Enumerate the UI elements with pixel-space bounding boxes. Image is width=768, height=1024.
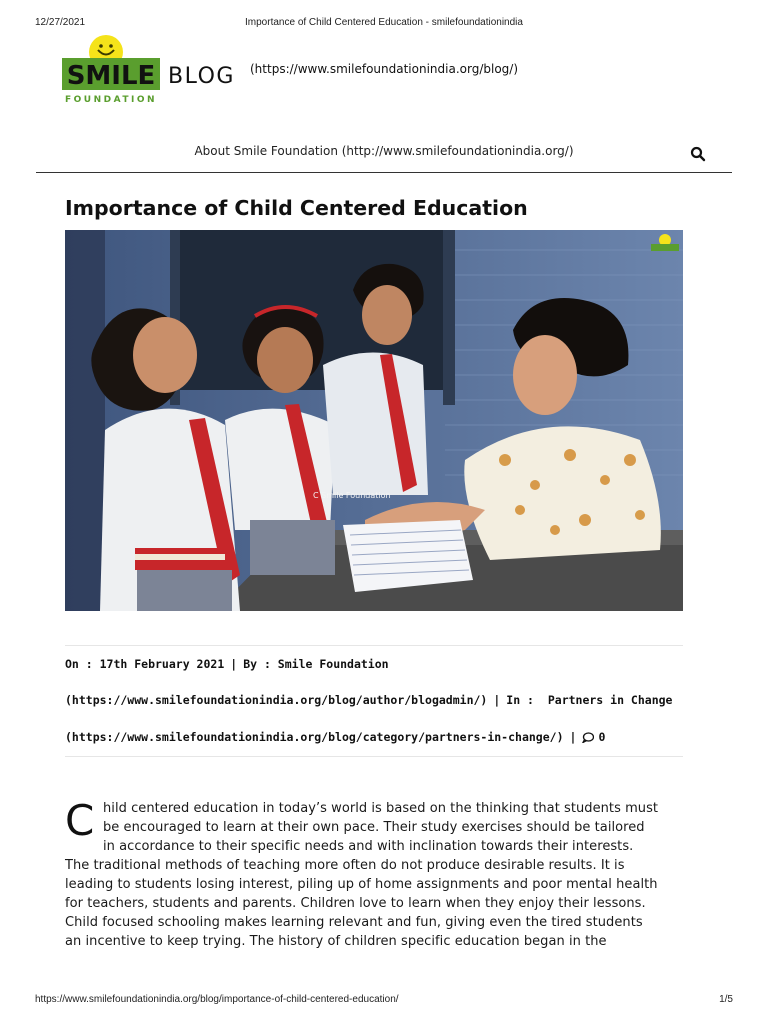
article-line: leading to students losing interest, piling up of home assignments and poor mental health [65, 877, 658, 892]
article-line: hild centered education in today’s world is based on the thinking that students must [103, 801, 659, 816]
comment-count[interactable]: 0 [598, 730, 606, 744]
article-line: for teachers, students and parents. Children love to learn when they enjoy their lessons. [65, 896, 646, 911]
post-meta-line-3: (https://www.smilefoundationindia.org/blog/category/partners-in-change/) | 0 [65, 730, 606, 744]
article-line: Child focused schooling makes learning relevant and fun, giving even the tired students [65, 915, 643, 930]
article-line: an incentive to keep trying. The history of children specific education began in the [65, 934, 607, 949]
print-date: 12/27/2021 [35, 17, 86, 28]
category-url-link[interactable]: (https://www.smilefoundationindia.org/blog/category/partners-in-change/) [65, 730, 564, 744]
print-page-title: Importance of Child Centered Education - smilefoundationindia [245, 17, 523, 28]
smile-foundation-logo[interactable] [60, 34, 240, 106]
print-header [0, 17, 768, 31]
smile-logo-icon [60, 34, 240, 106]
meta-divider-bottom [65, 756, 683, 757]
main-nav [36, 138, 732, 173]
photo-watermark: C Smile Foundation [313, 491, 391, 500]
post-title: Importance of Child Centered Education [65, 196, 528, 220]
logo-foundation-text: FOUNDATION [64, 95, 158, 105]
comment-icon[interactable] [582, 732, 594, 746]
author-url-link[interactable]: (https://www.smilefoundationindia.org/blog/author/blogadmin/) [65, 693, 488, 707]
category-link[interactable]: Partners in Change [547, 693, 673, 707]
search-icon[interactable] [690, 146, 706, 162]
blog-url-link[interactable]: (https://www.smilefoundationindia.org/blog/) [250, 62, 518, 76]
about-smile-foundation-link[interactable]: About Smile Foundation (http://www.smilefoundationindia.org/) [194, 144, 574, 158]
post-meta-line-2: (https://www.smilefoundationindia.org/blog/author/blogadmin/) | In : Partners in Change [65, 693, 673, 707]
drop-cap: C [65, 796, 95, 845]
article-line: be encouraged to learn at their own pace. Their study exercises should be tailored [103, 820, 645, 835]
logo-blog-text: BLOG [168, 64, 235, 89]
logo-smile-text: SMILE [66, 61, 156, 91]
article-line: in accordance to their specific needs and with inclination towards their interests. [103, 839, 634, 854]
category-label: In : [506, 693, 534, 707]
author-link[interactable]: By : Smile Foundation [243, 657, 389, 671]
print-footer-url: https://www.smilefoundationindia.org/blog/importance-of-child-centered-education/ [35, 994, 399, 1005]
featured-photo [65, 230, 683, 611]
meta-divider-top [65, 645, 683, 646]
print-page-number: 1/5 [719, 994, 733, 1005]
post-date: On : 17th February 2021 [65, 657, 225, 671]
post-meta-line-1: On : 17th February 2021 | By : Smile Foundation [65, 657, 389, 671]
print-footer [0, 994, 768, 1008]
article-line: The traditional methods of teaching more often do not produce desirable results. It is [65, 858, 625, 873]
article-body [65, 796, 690, 951]
